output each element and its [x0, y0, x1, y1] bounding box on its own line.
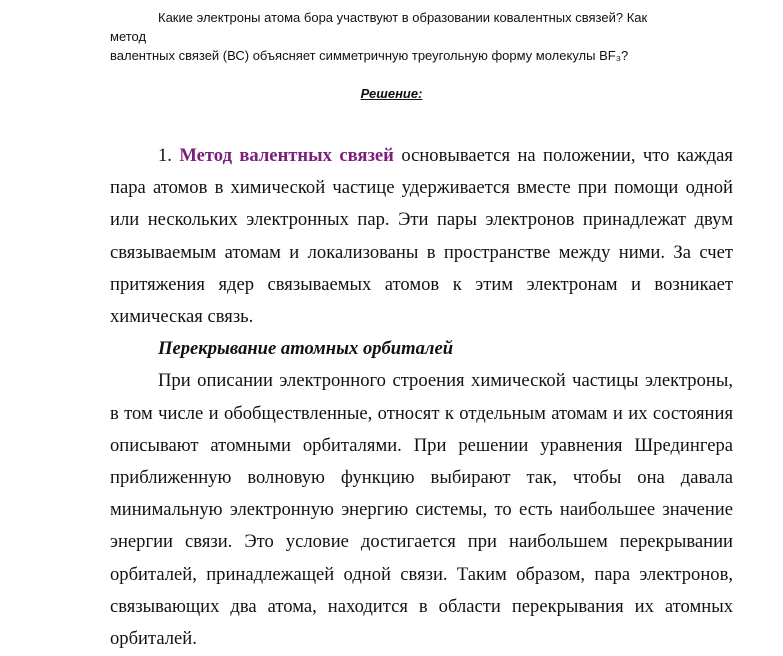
- solution-body: [110, 140, 733, 655]
- question-text: [110, 8, 670, 65]
- paragraph-orbital-overlap: При описании электронного строения химической частицы электроны, в том числе и обобществленные, относят к отдельным атомам и их состояния описывают атомными орбиталями. При решении уравнения Шредингера приближенную волновую функцию выбирают так, чтобы она давала минимальную электронную энергию системы, то есть наибольшее значение энергии связи. Это условие достигается при наибольшем перекрывании орбиталей, принадлежащей одной связи. Таким образом, пара электронов, связывающих два атома, находится в области перекрывания их атомных орбиталей.: [110, 370, 733, 650]
- paragraph-valence-bond-method: [110, 140, 733, 333]
- paragraph-text: основывается на положении, что каждая пара атомов в химической частице удерживается вместе при помощи одной или нескольких электронных пар. Эти пары электронов принадлежат двум связываемым атомам и локализованы в пространстве между ними. За счет притяжения ядер связываемых атомов к этим электронам и возникает химическая связь.: [110, 145, 733, 328]
- question-line-1: Какие электроны атома бора участвуют в образовании ковалентных связей? Как метод: [110, 10, 648, 44]
- subheading: Перекрывание атомных орбиталей: [158, 338, 454, 360]
- highlighted-term: Метод валентных связей: [179, 145, 394, 166]
- solution-heading: Решение:: [360, 86, 423, 101]
- question-line-2: валентных связей (ВС) объясняет симметричную треугольную форму молекулы BF₃?: [110, 48, 629, 63]
- section-number: 1.: [158, 145, 172, 166]
